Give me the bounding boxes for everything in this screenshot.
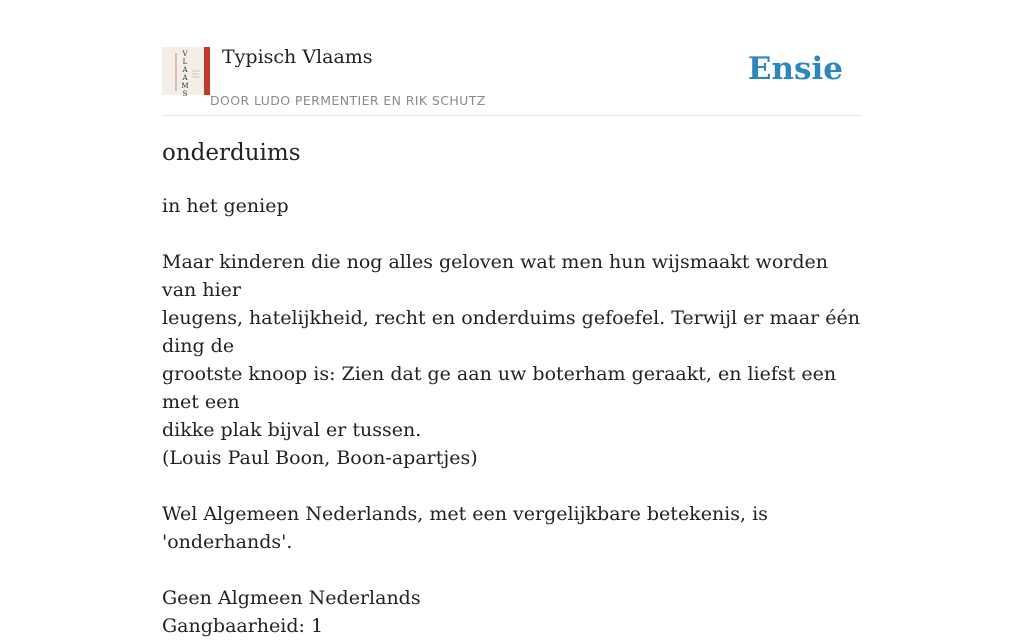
entry-note: Wel Algemeen Nederlands, met een vergelijkbare betekenis, is 'onderhands'. xyxy=(162,503,768,553)
quote-line: Maar kinderen die nog alles geloven wat men hun wijsmaakt worden van hier xyxy=(162,251,828,301)
quote-line: dikke plak bijval er tussen. xyxy=(162,419,422,441)
quote-line: leugens, hatelijkheid, recht en onderduims gefoefel. Terwijl er maar één ding de xyxy=(162,307,860,357)
cover-letter: L xyxy=(182,58,188,66)
quote-line: grootste knoop is: Zien dat ge aan uw boterham geraakt, en liefst een met een xyxy=(162,363,837,413)
entry-word: onderduims xyxy=(162,140,301,166)
ensie-logo[interactable]: Ensie xyxy=(747,51,843,87)
entry-usage: Gangbaarheid: 1 xyxy=(162,615,324,637)
spacer xyxy=(162,220,862,248)
cover-letter: A xyxy=(182,66,188,74)
book-cover-thumbnail[interactable] xyxy=(162,47,210,98)
cover-letter: A xyxy=(182,74,188,82)
cover-letter: S xyxy=(182,90,188,98)
entry-content xyxy=(162,192,862,640)
book-authors: DOOR LUDO PERMENTIER EN RIK SCHUTZ xyxy=(210,93,486,108)
book-title[interactable]: Typisch Vlaams xyxy=(222,46,373,68)
cover-letter: V xyxy=(182,50,188,58)
quote-source: (Louis Paul Boon, Boon-apartjes) xyxy=(162,447,478,469)
spacer xyxy=(162,472,862,500)
spacer xyxy=(162,556,862,584)
cover-letter: M xyxy=(181,82,189,90)
book-cover-image xyxy=(162,47,210,98)
book-header xyxy=(162,45,862,116)
entry-definition: in het geniep xyxy=(162,195,289,217)
entry-register: Geen Algmeen Nederlands xyxy=(162,587,421,609)
